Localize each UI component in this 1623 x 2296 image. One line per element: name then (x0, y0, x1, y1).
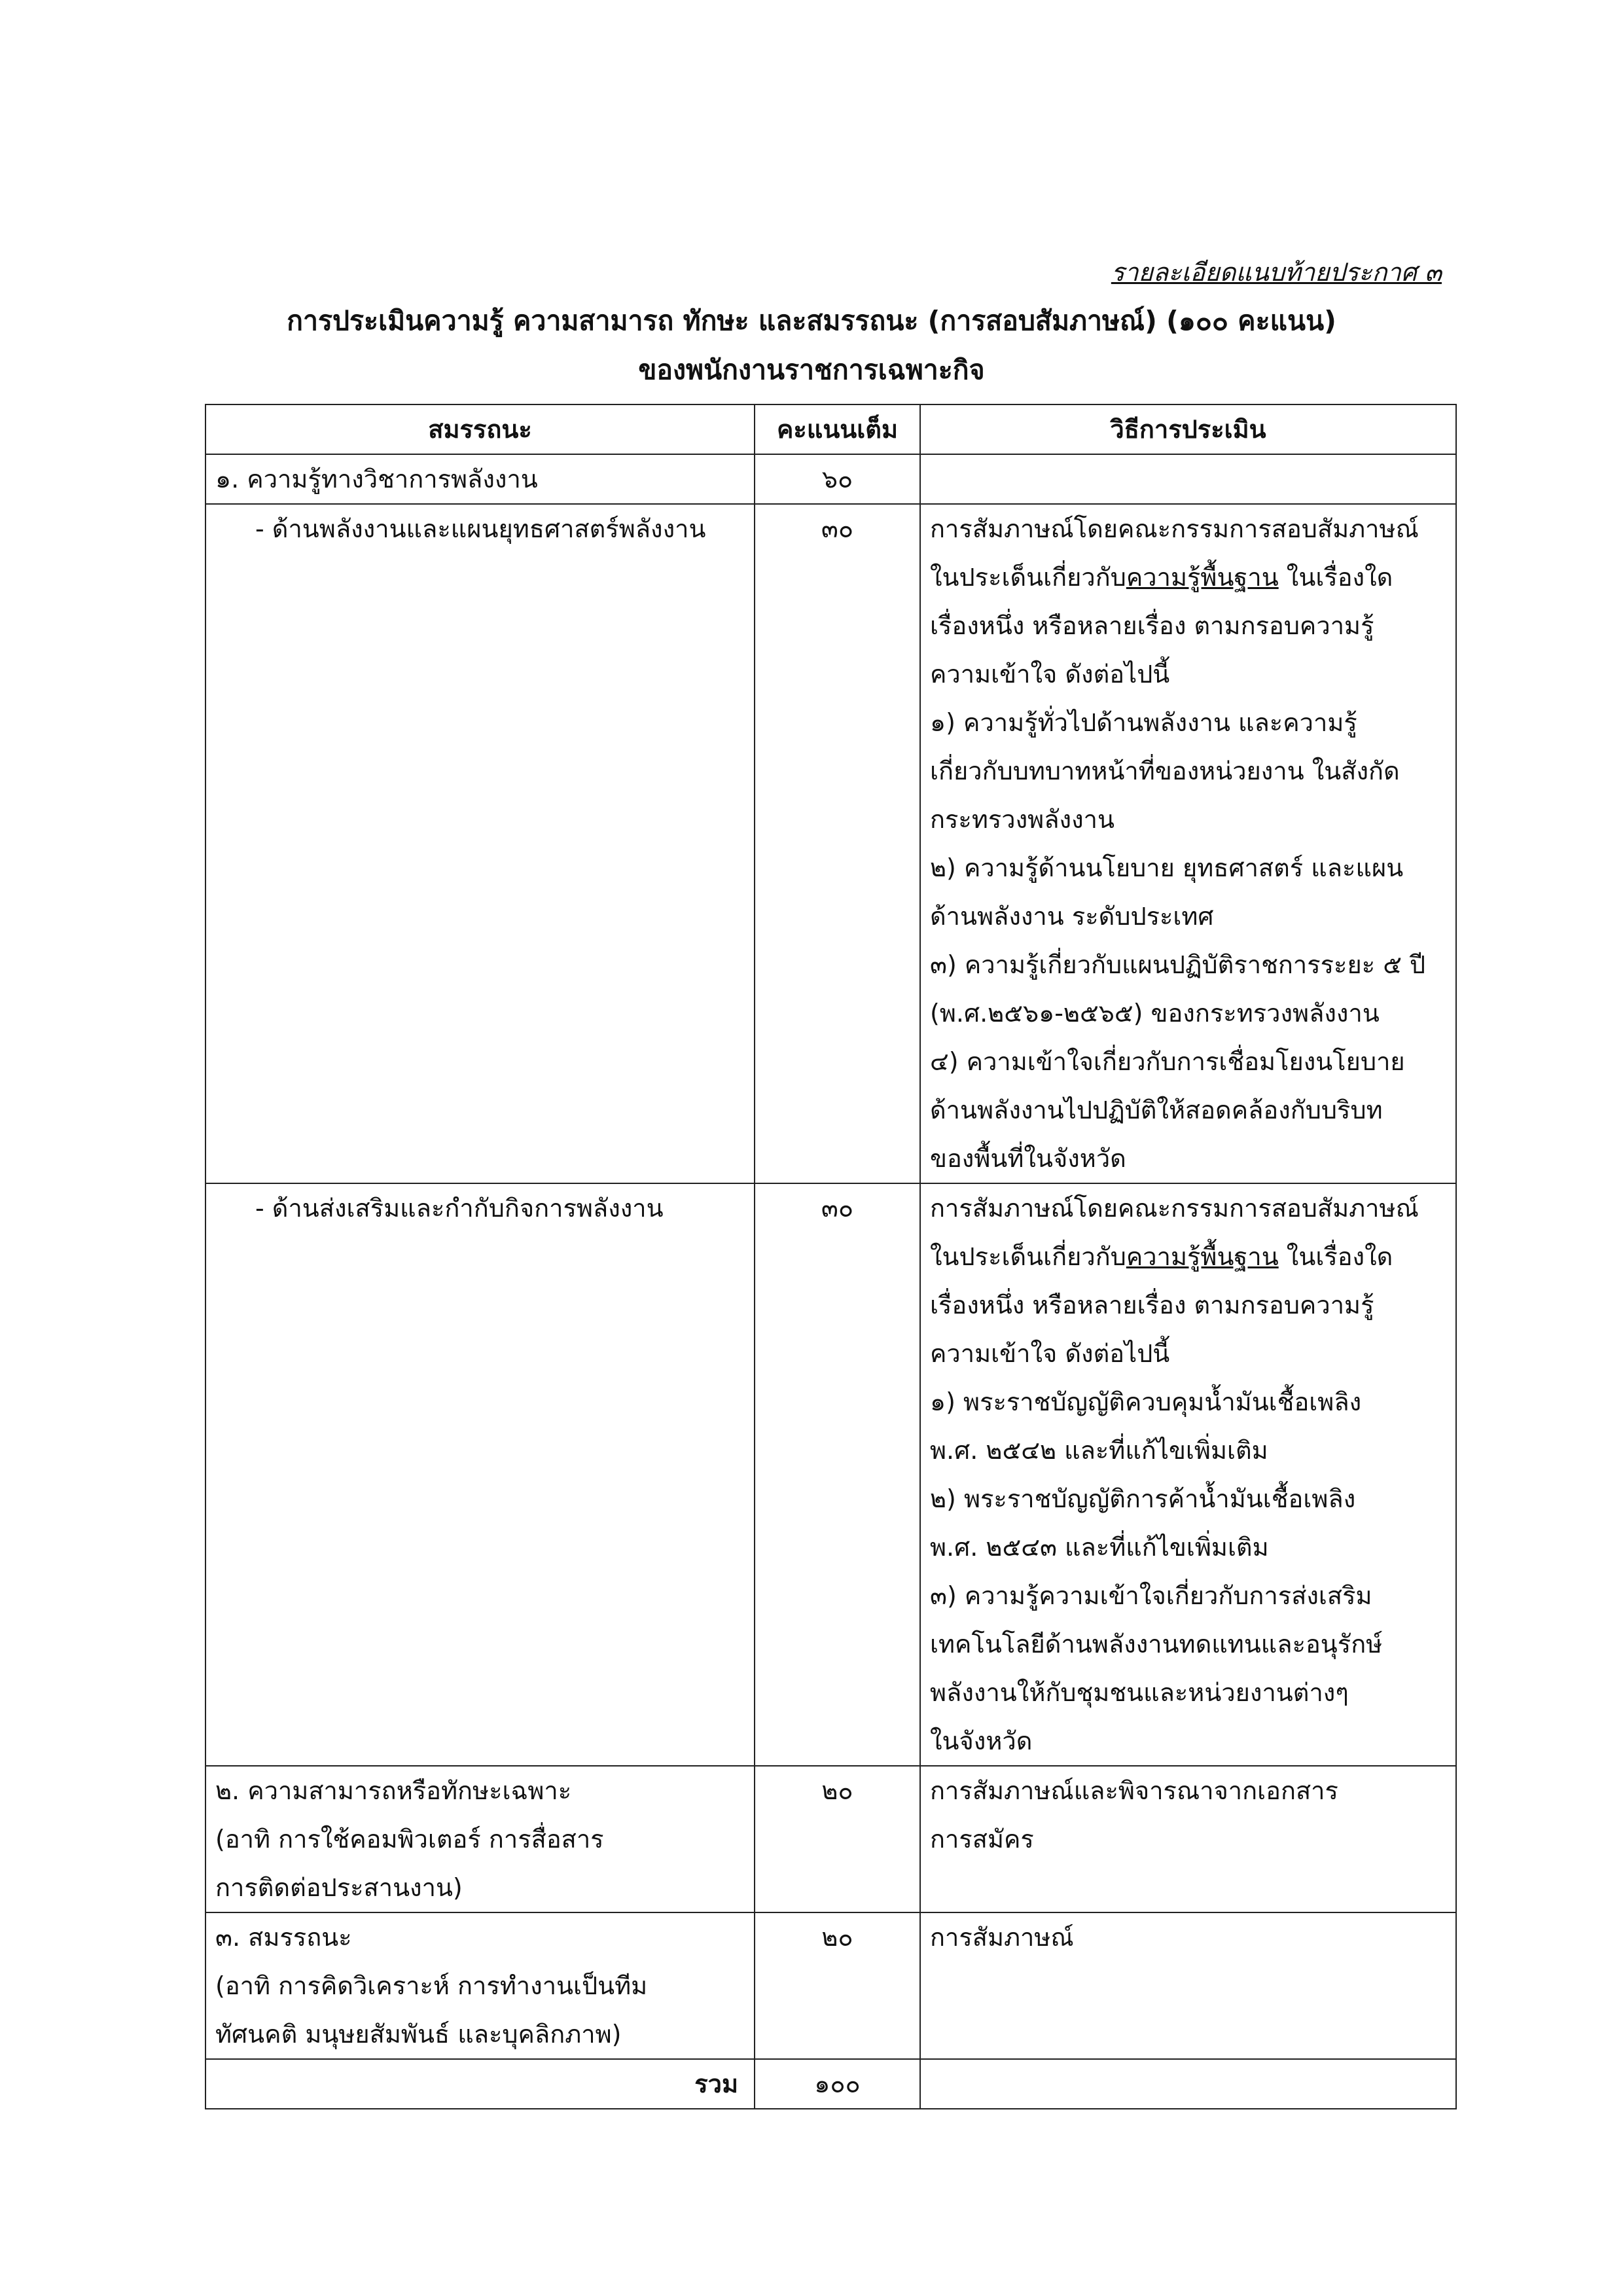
method-text: ในประเด็นเกี่ยวกับ (930, 563, 1126, 592)
document-subtitle: ของพนักงานราชการเฉพาะกิจ (638, 354, 985, 386)
table-row (205, 1766, 1456, 1912)
method-line: (พ.ศ.๒๕๖๑-๒๕๖๕) ของกระทรวงพลังงาน (930, 999, 1380, 1028)
table-row (205, 454, 1456, 504)
method-line: ๒) พระราชบัญญัติการค้าน้ำมันเชื้อเพลิง (930, 1484, 1356, 1513)
method-cell (920, 1766, 1456, 1912)
score-cell: ๓๐ (755, 1183, 920, 1766)
method-line: ๔) ความเข้าใจเกี่ยวกับการเชื่อมโยงนโยบาย (930, 1047, 1405, 1076)
competency-cell (205, 1766, 755, 1912)
table-row (205, 504, 1456, 1183)
competency-line: (อาทิ การใช้คอมพิวเตอร์ การสื่อสาร (215, 1825, 604, 1854)
method-line: ในจังหวัด (930, 1727, 1033, 1755)
method-cell (920, 504, 1456, 1183)
table-row (205, 1912, 1456, 2059)
header-assessment-method: วิธีการประเมิน (920, 404, 1456, 454)
header-full-score: คะแนนเต็ม (755, 404, 920, 454)
document-reference: รายละเอียดแนบท้ายประกาศ ๓ (1111, 258, 1442, 287)
method-line: เรื่องหนึ่ง หรือหลายเรื่อง ตามกรอบความรู้ (930, 611, 1374, 640)
score-cell: ๖๐ (755, 454, 920, 504)
underlined-term: ความรู้พื้นฐาน (1126, 1242, 1279, 1271)
competency-cell: - ด้านพลังงานและแผนยุทธศาสตร์พลังงาน (205, 504, 755, 1183)
competency-line: ๓. สมรรถนะ (215, 1923, 352, 1952)
header-competency: สมรรถนะ (205, 404, 755, 454)
competency-line: (อาทิ การคิดวิเคราะห์ การทำงานเป็นทีม (215, 1971, 648, 2000)
assessment-table (205, 404, 1457, 2109)
method-line (930, 553, 1446, 601)
method-text: ในเรื่องใด (1278, 1242, 1393, 1271)
method-cell (920, 2059, 1456, 2109)
method-line: เทคโนโลยีด้านพลังงานทดแทนและอนุรักษ์ (930, 1630, 1383, 1659)
method-line: ความเข้าใจ ดังต่อไปนี้ (930, 1339, 1170, 1368)
method-line (930, 1232, 1446, 1281)
method-line: การสัมภาษณ์และพิจารณาจากเอกสาร (930, 1776, 1338, 1805)
underlined-term: ความรู้พื้นฐาน (1126, 563, 1279, 592)
method-cell (920, 1912, 1456, 2059)
competency-line: ทัศนคติ มนุษยสัมพันธ์ และบุคลิกภาพ) (215, 2020, 622, 2049)
method-line: ด้านพลังงานไปปฏิบัติให้สอดคล้องกับบริบท (930, 1096, 1383, 1124)
method-line: ๑) พระราชบัญญัติควบคุมน้ำมันเชื้อเพลิง (930, 1388, 1362, 1416)
method-line: ๓) ความรู้ความเข้าใจเกี่ยวกับการส่งเสริม (930, 1581, 1372, 1610)
total-label: รวม (205, 2059, 755, 2109)
score-cell: ๒๐ (755, 1912, 920, 2059)
method-line: พ.ศ. ๒๕๔๓ และที่แก้ไขเพิ่มเติม (930, 1533, 1269, 1562)
method-cell (920, 454, 1456, 504)
method-line: เรื่องหนึ่ง หรือหลายเรื่อง ตามกรอบความรู้ (930, 1291, 1374, 1319)
method-line: เกี่ยวกับบทบาทหน้าที่ของหน่วยงาน ในสังกัด (930, 757, 1400, 785)
method-line: ๑) ความรู้ทั่วไปด้านพลังงาน และความรู้ (930, 708, 1357, 737)
competency-cell: - ด้านส่งเสริมและกำกับกิจการพลังงาน (205, 1183, 755, 1766)
score-cell: ๒๐ (755, 1766, 920, 1912)
competency-line: ๒. ความสามารถหรือทักษะเฉพาะ (215, 1776, 572, 1805)
method-line: ด้านพลังงาน ระดับประเทศ (930, 902, 1214, 931)
method-cell (920, 1183, 1456, 1766)
document-title: การประเมินความรู้ ความสามารถ ทักษะ และสมรรถนะ (การสอบสัมภาษณ์) (๑๐๐ คะแนน) (287, 305, 1336, 336)
competency-line: การติดต่อประสานงาน) (215, 1873, 463, 1902)
method-line: การสมัคร (930, 1825, 1034, 1854)
table-row (205, 1183, 1456, 1766)
competency-cell: ๑. ความรู้ทางวิชาการพลังงาน (205, 454, 755, 504)
method-text: ในประเด็นเกี่ยวกับ (930, 1242, 1126, 1271)
method-line: ความเข้าใจ ดังต่อไปนี้ (930, 660, 1170, 689)
method-line: ๓) ความรู้เกี่ยวกับแผนปฏิบัติราชการระยะ ๕ ปี (930, 950, 1426, 979)
table-header-row (205, 404, 1456, 454)
score-cell: ๓๐ (755, 504, 920, 1183)
competency-cell (205, 1912, 755, 2059)
method-line: การสัมภาษณ์โดยคณะกรรมการสอบสัมภาษณ์ (930, 514, 1419, 543)
method-line: การสัมภาษณ์ (930, 1923, 1074, 1952)
total-score: ๑๐๐ (755, 2059, 920, 2109)
method-line: พ.ศ. ๒๕๔๒ และที่แก้ไขเพิ่มเติม (930, 1436, 1268, 1465)
method-line: พลังงานให้กับชุมชนและหน่วยงานต่างๆ (930, 1678, 1349, 1707)
method-text: ในเรื่องใด (1278, 563, 1393, 592)
total-row (205, 2059, 1456, 2109)
method-line: ของพื้นที่ในจังหวัด (930, 1144, 1126, 1173)
method-line: ๒) ความรู้ด้านนโยบาย ยุทธศาสตร์ และแผน (930, 853, 1404, 882)
method-line: การสัมภาษณ์โดยคณะกรรมการสอบสัมภาษณ์ (930, 1194, 1419, 1223)
method-line: กระทรวงพลังงาน (930, 805, 1115, 834)
